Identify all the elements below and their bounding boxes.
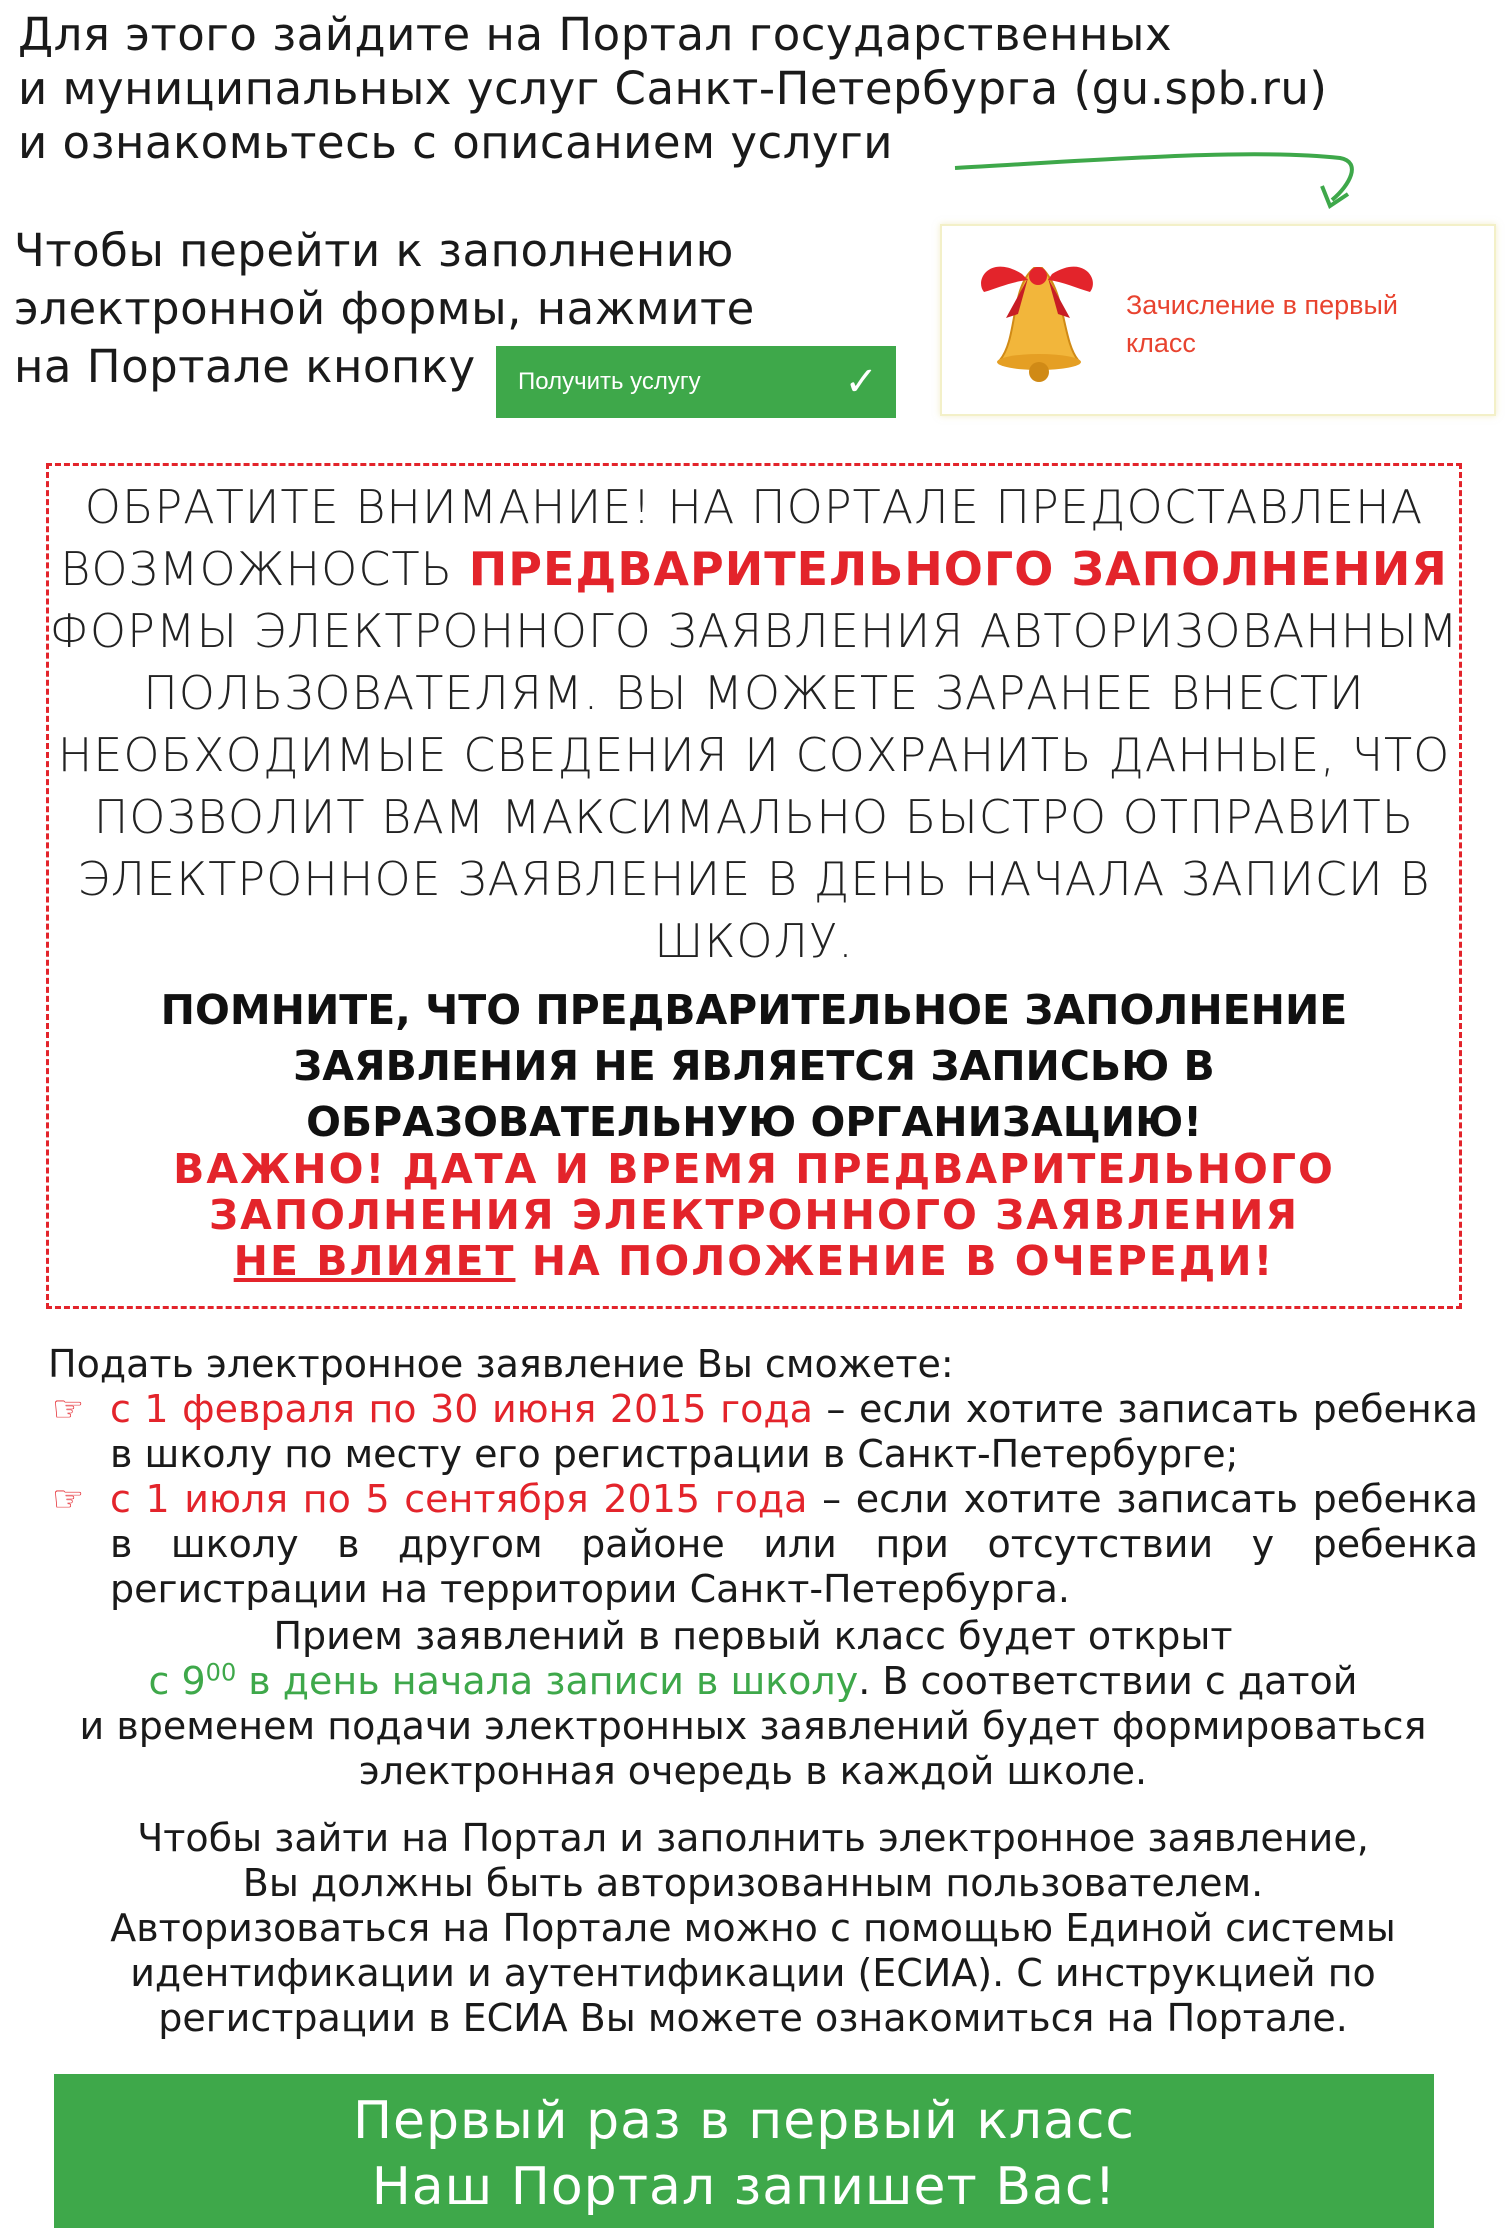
reception-time-sup: 00 bbox=[205, 1658, 237, 1687]
slogan-banner bbox=[54, 2074, 1434, 2228]
intro-line: и муниципальных услуг Санкт-Петербурга (gu.spb.ru) bbox=[18, 62, 1328, 115]
get-service-label: Получить услугу bbox=[518, 368, 701, 395]
pointing-hand-icon: ☞ bbox=[52, 1389, 85, 1430]
press-line: Чтобы перейти к заполнению bbox=[14, 224, 734, 277]
intro-line: Для этого зайдите на Портал государственных bbox=[18, 8, 1173, 61]
pointing-hand-icon: ☞ bbox=[52, 1479, 85, 1520]
service-card[interactable] bbox=[940, 224, 1496, 416]
green-arrow-icon bbox=[950, 140, 1370, 220]
important-line bbox=[49, 1238, 1459, 1284]
get-service-button[interactable] bbox=[496, 346, 896, 418]
apply-date: с 1 февраля по 30 июня 2015 года bbox=[110, 1387, 813, 1431]
checkmark-icon: ✓ bbox=[844, 360, 878, 404]
notice-important bbox=[49, 1146, 1459, 1284]
important-line: ЗАПОЛНЕНИЯ ЭЛЕКТРОННОГО ЗАЯВЛЕНИЯ bbox=[208, 1191, 1300, 1239]
bell-icon bbox=[970, 248, 1110, 398]
notice-text: ФОРМЫ ЭЛЕКТРОННОГО ЗАЯВЛЕНИЯ АВТОРИЗОВАННЫМ ПОЛЬЗОВАТЕЛЯМ. ВЫ МОЖЕТЕ ЗАРАНЕЕ ВНЕСТИ НЕОБХОДИМЫЕ СВЕДЕНИЯ И СОХРАНИТЬ ДАННЫЕ, ЧТО ПОЗВОЛИТ ВАМ МАКСИМАЛЬНО БЫСТРО ОТПРАВИТЬ ЭЛЕКТРОННОЕ ЗАЯВЛЕНИЕ В ДЕНЬ НАЧАЛА ЗАПИСИ В ШКОЛУ. bbox=[49, 604, 1459, 968]
press-line: электронной формы, нажмите bbox=[14, 282, 755, 335]
banner-line: Наш Портал запишет Вас! bbox=[371, 2157, 1117, 2217]
reception-line bbox=[0, 1659, 1506, 1704]
notice-box bbox=[46, 463, 1462, 1309]
notice-remember: ПОМНИТЕ, ЧТО ПРЕДВАРИТЕЛЬНОЕ ЗАПОЛНЕНИЕ ЗАЯВЛЕНИЯ НЕ ЯВЛЯЕТСЯ ЗАПИСЬЮ В ОБРАЗОВАТЕЛЬНУЮ ОРГАНИЗАЦИЮ! bbox=[160, 986, 1348, 1146]
notice-paragraph bbox=[49, 476, 1459, 972]
reception-line: электронная очередь в каждой школе. bbox=[358, 1749, 1148, 1793]
notice-text: ОБРАТИТЕ ВНИМАНИЕ! НА ПОРТАЛЕ ПРЕДОСТАВЛЕНА ВОЗМОЖНОСТЬ bbox=[60, 480, 1424, 596]
apply-section bbox=[48, 1342, 1478, 1612]
reception-time-suffix: в день начала записи в школу bbox=[236, 1659, 859, 1703]
portal-auth-info bbox=[0, 1816, 1506, 2041]
apply-text: – если хотите записать ребенка в школу по месту его регистрации в Санкт-Петербурге; bbox=[110, 1387, 1478, 1476]
notice-highlight: ПРЕДВАРИТЕЛЬНОГО ЗАПОЛНЕНИЯ bbox=[468, 542, 1448, 596]
list-item bbox=[48, 1477, 1478, 1612]
banner-line: Первый раз в первый класс bbox=[352, 2091, 1136, 2151]
portal-info-line: Авторизоваться на Портале можно с помощью Единой системы bbox=[110, 1906, 1396, 1950]
portal-info-line: Вы должны быть авторизованным пользователем. bbox=[242, 1861, 1264, 1905]
portal-info-line: регистрации в ЕСИА Вы можете ознакомиться на Портале. bbox=[158, 1996, 1348, 2040]
apply-heading: Подать электронное заявление Вы сможете: bbox=[48, 1342, 954, 1386]
reception-time bbox=[149, 1659, 859, 1703]
press-line: на Портале кнопку bbox=[14, 340, 476, 393]
list-item bbox=[48, 1387, 1478, 1477]
apply-text: – если хотите записать ребенка в школу в другом районе или при отсутствии у ребенка регистрации на территории Санкт-Петербурга. bbox=[110, 1477, 1479, 1611]
important-line: ВАЖНО! ДАТА И ВРЕМЯ ПРЕДВАРИТЕЛЬНОГО bbox=[173, 1145, 1335, 1193]
reception-line: Прием заявлений в первый класс будет открыт bbox=[273, 1614, 1233, 1658]
reception-time-prefix: с 9 bbox=[148, 1659, 206, 1703]
reception-info bbox=[0, 1614, 1506, 1794]
intro-line: и ознакомьтесь с описанием услуги bbox=[18, 116, 893, 169]
important-tail: НА ПОЛОЖЕНИЕ В ОЧЕРЕДИ! bbox=[515, 1237, 1275, 1285]
reception-tail: . В соответствии с датой bbox=[858, 1659, 1358, 1703]
portal-info-line: Чтобы зайти на Портал и заполнить электронное заявление, bbox=[137, 1816, 1369, 1860]
portal-info-line: идентификации и аутентификации (ЕСИА). С инструкцией по bbox=[130, 1951, 1376, 1995]
important-underlined: НЕ ВЛИЯЕТ bbox=[233, 1237, 516, 1285]
service-card-label: Зачисление в первый класс bbox=[1126, 290, 1398, 358]
apply-date: с 1 июля по 5 сентября 2015 года bbox=[110, 1477, 808, 1521]
reception-line: и временем подачи электронных заявлений будет формироваться bbox=[79, 1704, 1427, 1748]
